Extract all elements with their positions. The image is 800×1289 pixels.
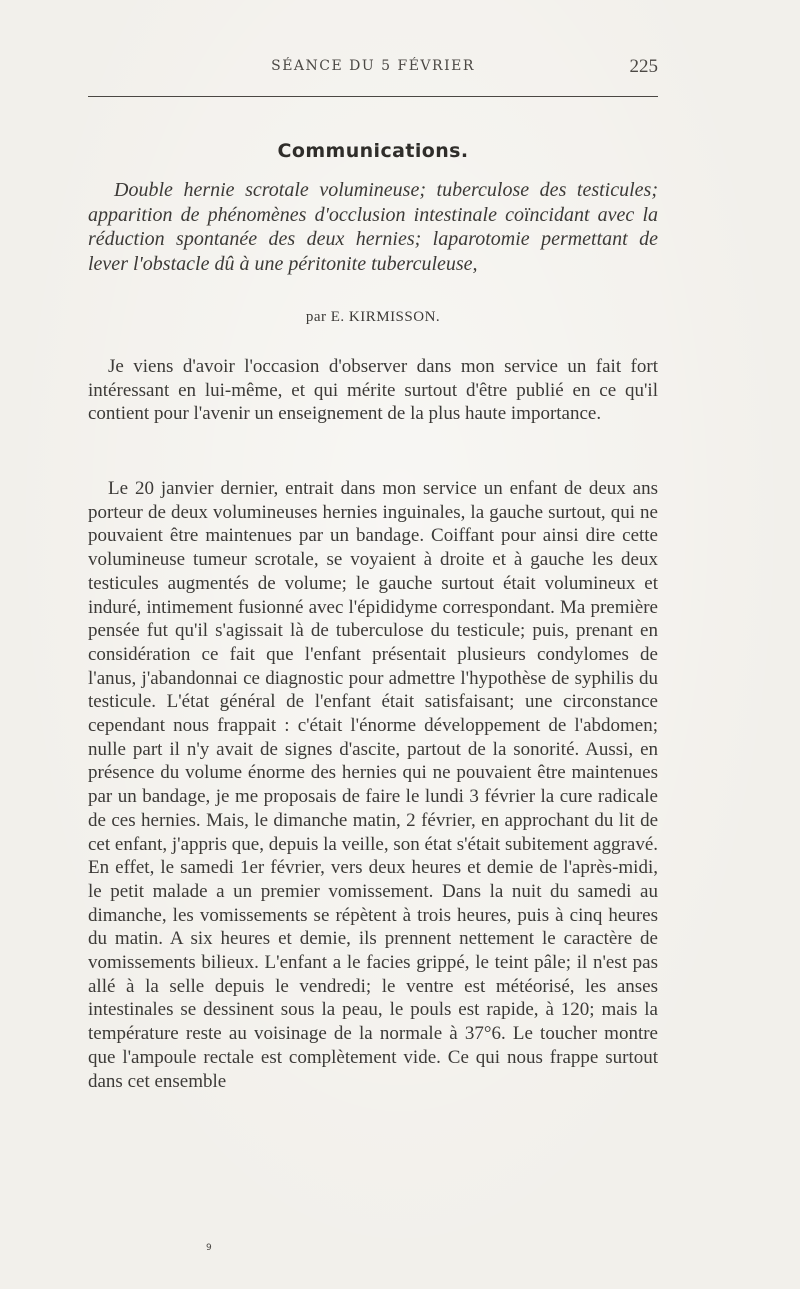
section-title: Communications. [277, 140, 469, 162]
body-paragraph: Je viens d'avoir l'occasion d'observer dans mon service un fait fort intéressant en lui-même, et qui mérite surtout d'être publié en ce qu'il contient pour l'avenir un enseignement de la plus haute importance. [88, 356, 658, 425]
signature-mark: 9 [206, 1243, 212, 1253]
author-byline: par E. KIRMISSON. [305, 309, 441, 325]
running-head [88, 56, 658, 82]
article-title: Double hernie scrotale volumineuse; tuberculose des testicules; apparition de phénomènes d'occlusion intestinale coïncidant avec la réduction spontanée des deux hernies; laparotomie permettant de lever l'obstacle dû à une péritonite tuberculeuse, [88, 179, 658, 275]
header-rule [88, 96, 658, 97]
body-paragraph: Le 20 janvier dernier, entrait dans mon service un enfant de deux ans porteur de deux volumineuses hernies inguinales, la gauche surtout, qui ne pouvaient être maintenues par un bandage. Coiffant pour ainsi dire cette volumineuse tumeur scrotale, se voyaient à droite et à gauche les deux testicules augmentés de volume; le gauche surtout était volumineux et induré, intimement fusionné avec l'épididyme correspondant. Ma première pensée fut qu'il s'agissait là de tuberculose du testicule; puis, prenant en considération ce fait que l'enfant présentait plusieurs condylomes de l'anus, j'abandonnai ce diagnostic pour admettre l'hypothèse de syphilis du testicule. L'état général de l'enfant était satisfaisant; une circonstance cependant nous frappait : c'était l'énorme développement de l'abdomen; nulle part il n'y avait de signes d'ascite, partout de la sonorité. Aussi, en présence du volume énorme des hernies qui ne pouvaient être maintenues par un bandage, je me proposais de faire le lundi 3 février la cure radicale de ces hernies. Mais, le dimanche matin, 2 février, en approchant du lit de cet enfant, j'appris que, depuis la veille, son état s'était subitement aggravé. En effet, le samedi 1er février, vers deux heures et demie de l'après-midi, le petit malade a un premier vomissement. Dans la nuit du samedi au dimanche, les vomissements se répètent à trois heures, puis à cinq heures du matin. A six heures et demie, ils prennent nettement le caractère de vomissements bilieux. L'enfant a le facies grippé, le teint pâle; il n'est pas allé à la selle depuis le vendredi; le ventre est météorisé, les anses intestinales se dessinent sous la peau, le pouls est rapide, à 120; mais la température reste au voisinage de la normale à 37°6. Le toucher montre que l'ampoule rectale est complètement vide. Ce qui nous frappe surtout dans cet ensemble [88, 478, 658, 1092]
running-title: SÉANCE DU 5 FÉVRIER [271, 58, 475, 74]
page-number: 225 [629, 56, 658, 77]
